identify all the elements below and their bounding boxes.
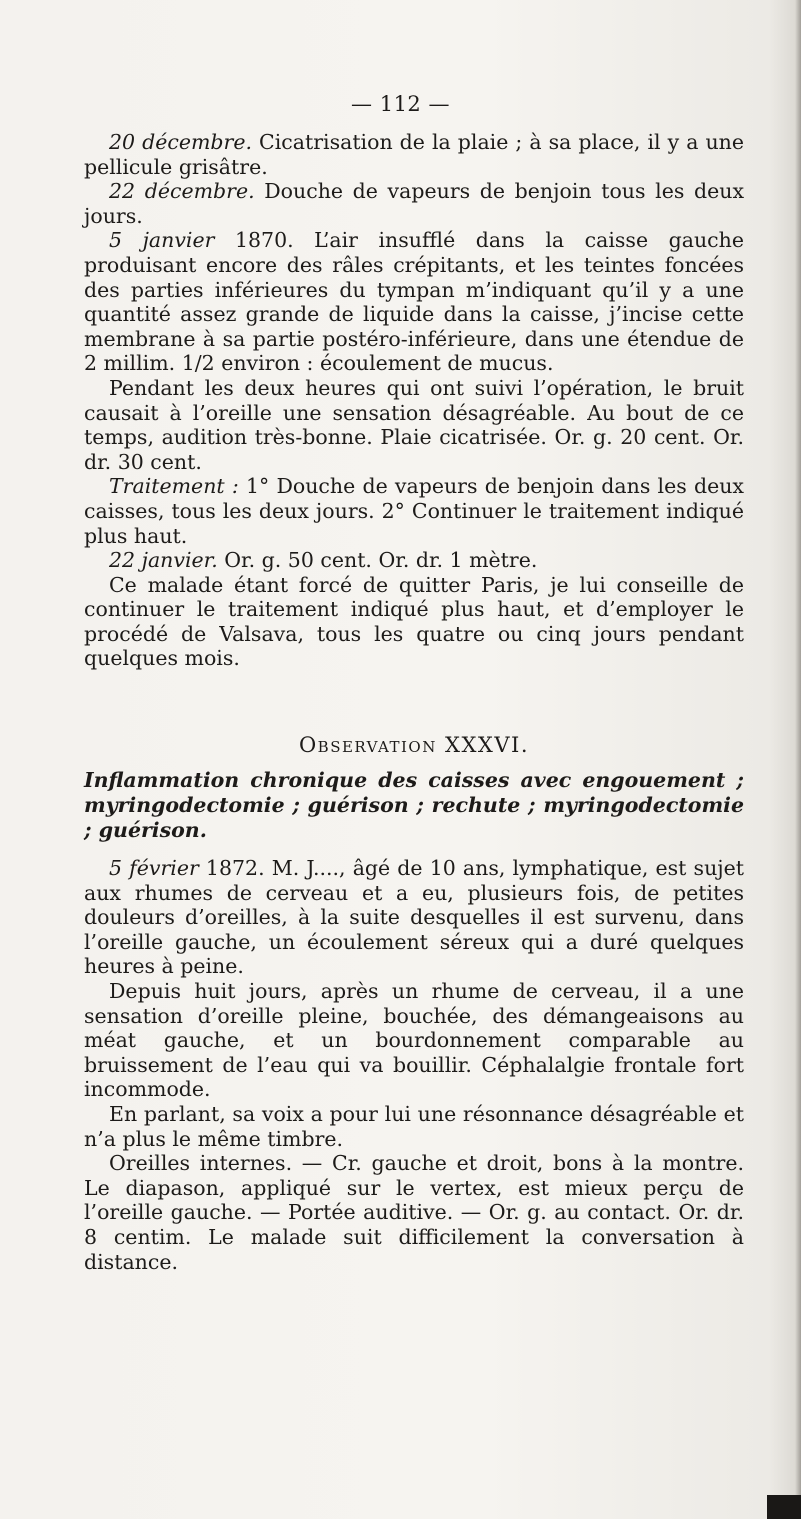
paragraph-text: Pendant les deux heures qui ont suivi l’opération, le bruit causait à l’oreille une sensation désagréable. Au bout de ce temps, audition très-bonne. Plaie cicatrisée. Or. g. 20 cent. Or. dr. 30 cent. [84, 375, 744, 474]
paragraph [84, 376, 744, 474]
paragraph-text: Ce malade étant forcé de quitter Paris, je lui conseille de continuer le traitement indiqué plus haut, et d’employer le procédé de Valsava, tous les quatre ou cinq jours pendant quelques mois. [84, 572, 744, 671]
observation-title: Observation XXXVI. [298, 733, 530, 757]
text-block-top [84, 130, 744, 671]
paragraph-text: Depuis huit jours, après un rhume de cerveau, il a une sensation d’oreille pleine, bouchée, des démangeaisons au méat gauche, et un bourdonnement comparable au bruissement de l’eau qui va bouillir. Céphalalgie frontale fort incommode. [84, 978, 744, 1102]
date-label: 5 janvier [109, 228, 215, 253]
date-label: 22 janvier. [109, 548, 218, 573]
paragraph [84, 548, 744, 573]
paragraph-text: Oreilles internes. — Cr. gauche et droit, bons à la montre. Le diapason, appliqué sur le vertex, est mieux perçu de l’oreille gauche. — Portée auditive. — Or. g. au contact. Or. dr. 8 centim. Le malade suit difficilement la conversation à distance. [84, 1151, 744, 1274]
paragraph-text: 1870. L’air insufflé dans la caisse gauche produisant encore des râles crépitants, et les teintes foncées des parties inférieures du tympan m’indiquant qu’il y a une quantité assez grande de liquide dans la caisse, j’incise cette membrane à sa partie postéro-inférieure, dans une étendue de 2 millim. 1/2 environ : écoulement de mucus. [84, 228, 744, 376]
paragraph [84, 228, 744, 376]
scan-corner-mark [767, 1495, 801, 1519]
page-number: — 112 — [351, 92, 450, 116]
text-block-bottom [84, 856, 744, 1274]
paragraph-text: Or. g. 50 cent. Or. dr. 1 mètre. [217, 548, 538, 573]
paragraph [84, 573, 744, 671]
paragraph [84, 1151, 744, 1274]
paragraph-text: 1872. M. J...., âgé de 10 ans, lymphatique, est sujet aux rhumes de cerveau et a eu, plusieurs fois, de petites douleurs d’oreilles, à la suite desquelles il est survenu, dans l’oreille gauche, un écoulement séreux qui a duré quelques heures à peine. [84, 856, 744, 979]
date-label: 5 février [109, 856, 199, 880]
paragraph-text: En parlant, sa voix a pour lui une résonnance désagréable et n’a plus le même timbre. [84, 1101, 744, 1151]
date-label: 20 décembre. [109, 130, 252, 154]
paragraph [84, 1102, 744, 1151]
paragraph-text: 1° Douche de vapeurs de benjoin dans les deux caisses, tous les deux jours. 2° Continuer le traitement indiqué plus haut. [84, 474, 744, 548]
observation-heading [84, 733, 744, 843]
paragraph [84, 979, 744, 1102]
paragraph-text: Douche de vapeurs de benjoin tous les deux jours. [84, 179, 745, 228]
observation-subtitle: Inflammation chronique des caisses avec engouement ; myringodectomie ; guérison ; rechute ; myringodectomie ; guérison. [84, 768, 744, 842]
page-edge-shadow [795, 0, 801, 1519]
paragraph [84, 856, 744, 979]
paragraph-text: Cicatrisation de la plaie ; à sa place, il y a une pellicule grisâtre. [84, 130, 744, 179]
treatment-label: Traitement : [109, 474, 239, 499]
date-label: 22 décembre. [109, 179, 255, 204]
paragraph [84, 130, 744, 179]
paragraph [84, 179, 744, 228]
paragraph [84, 474, 744, 548]
